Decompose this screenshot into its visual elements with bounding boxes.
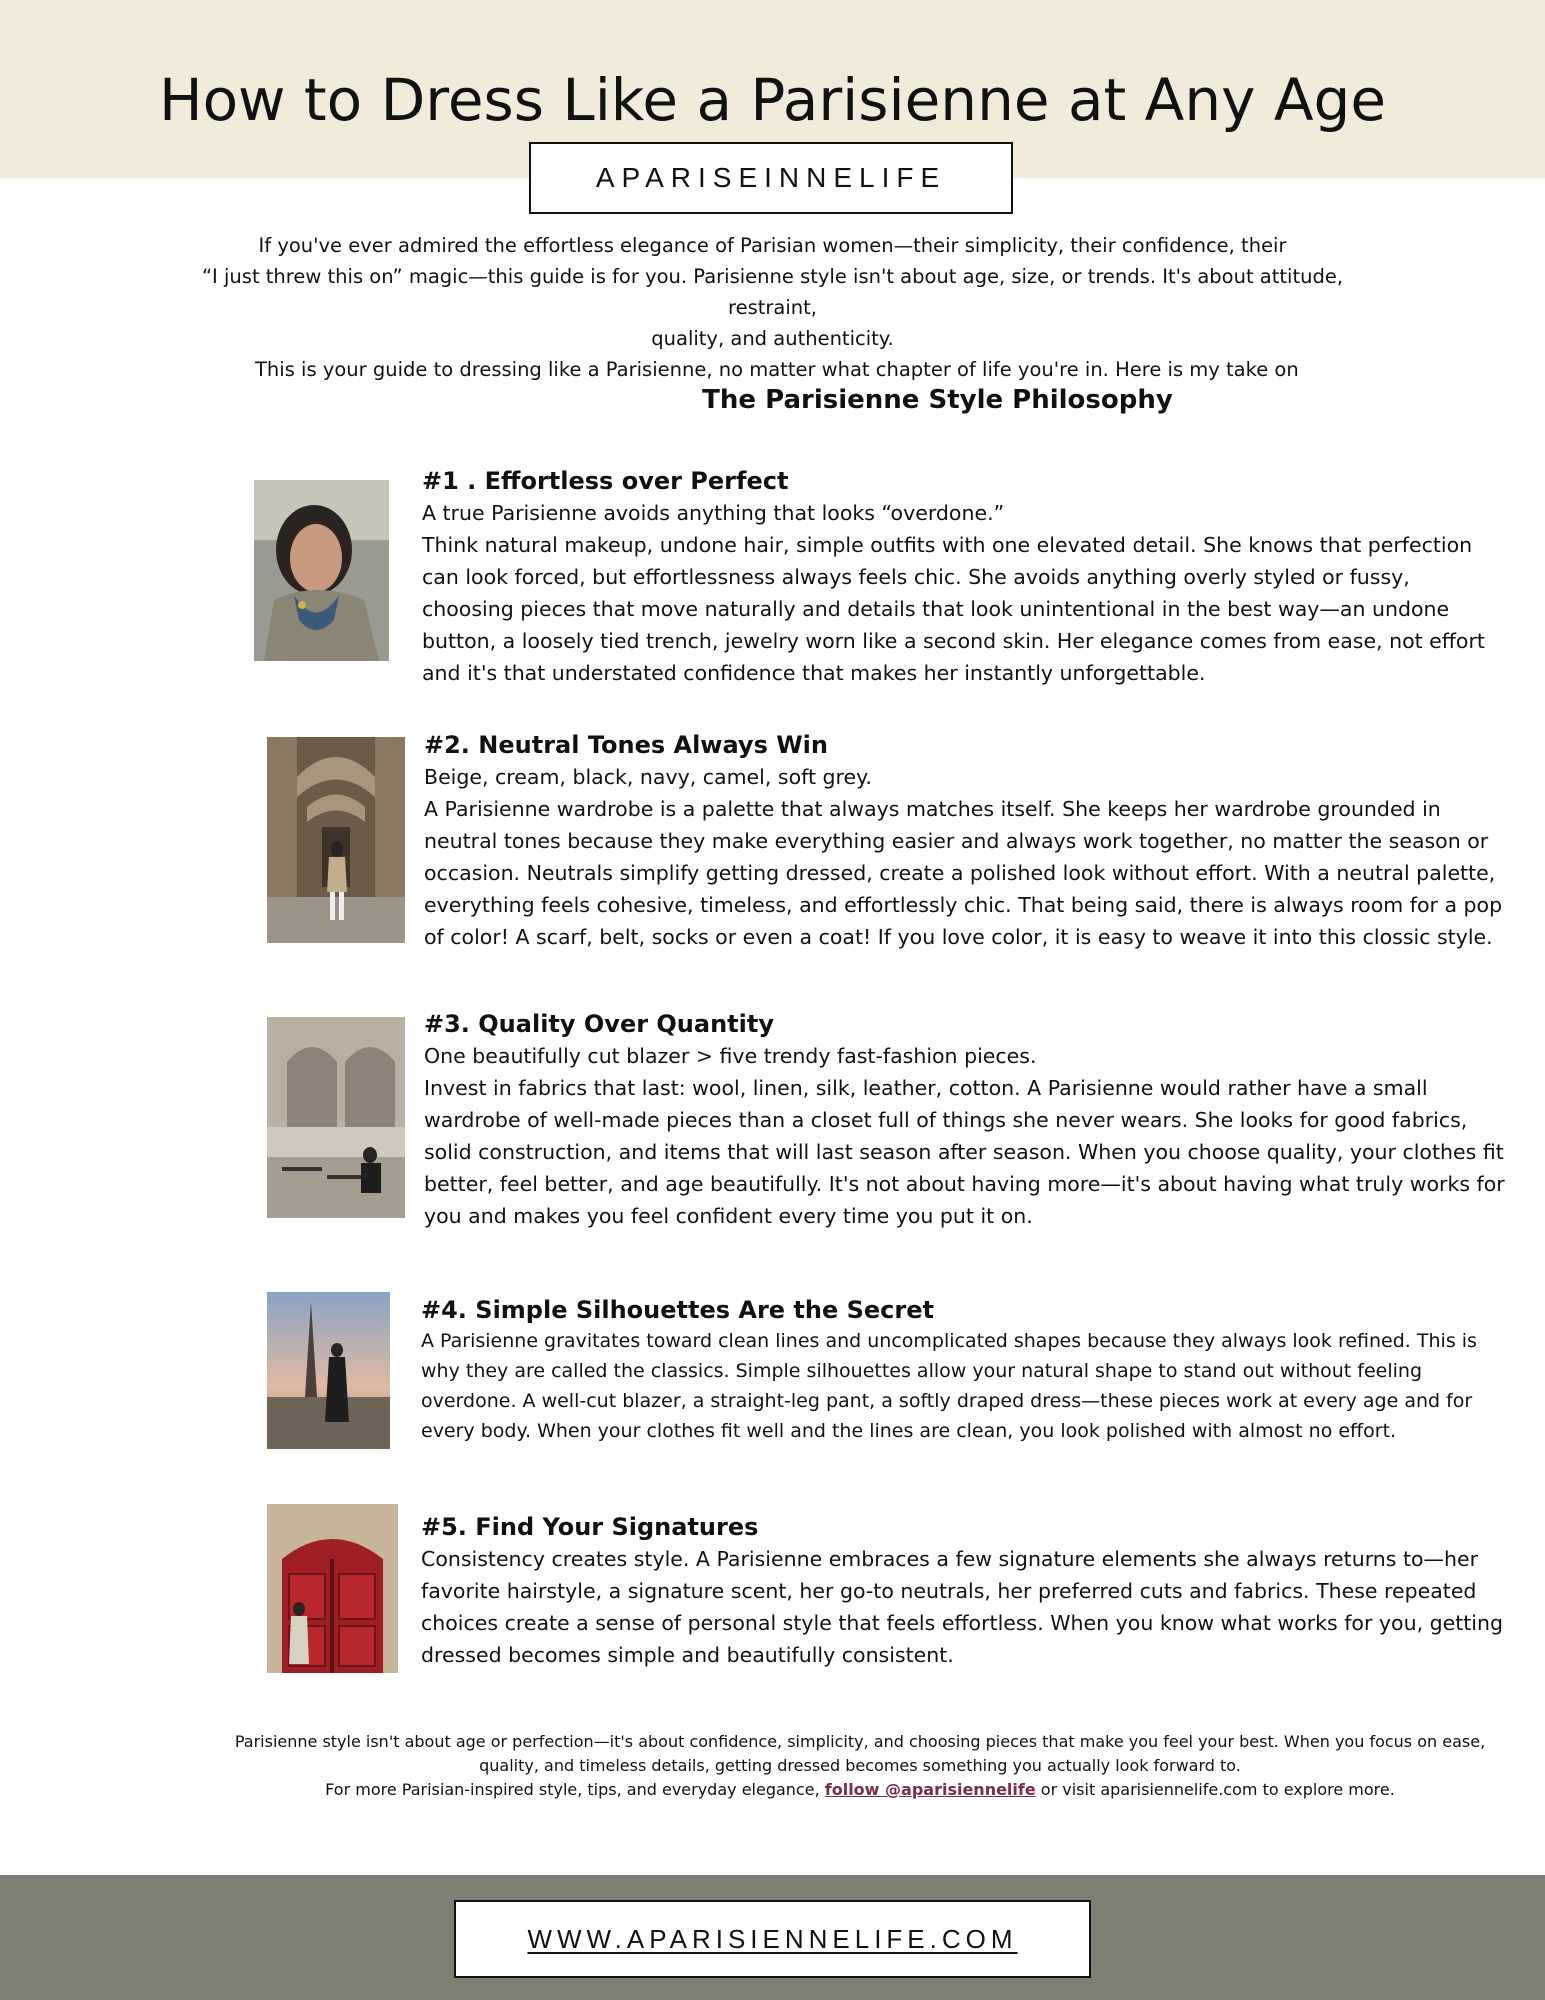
cafe-photo bbox=[267, 1017, 405, 1218]
closing-line: Parisienne style isn't about age or perfection—it's about confidence, simplicity, and choosing pieces that make you feel your best. When you focus on ease, quality, and timeless details, getting dressed becomes something you actually look forward to. bbox=[234, 1732, 1486, 1775]
section-lead: A true Parisienne avoids anything that looks “overdone.” bbox=[422, 501, 1005, 525]
section-4 bbox=[421, 1294, 1481, 1446]
philosophy-heading: The Parisienne Style Philosophy bbox=[702, 385, 1173, 415]
website-link[interactable]: WWW.APARISIENNELIFE.COM bbox=[527, 1924, 1018, 1954]
eiffel-tower-photo bbox=[267, 1292, 390, 1449]
footer-box bbox=[454, 1900, 1091, 1978]
section-body: Think natural makeup, undone hair, simple outfits with one elevated detail. She knows that perfection can look forced, but effortlessness always feels chic. She avoids anything overly styled or fussy, choosing pieces that move naturally and details that look unintentional in the best way—an undone button, a loosely tied trench, jewelry worn like a second skin. Her elegance comes from ease, not effort and it's that understated confidence that makes her instantly unforgettable. bbox=[422, 533, 1485, 685]
arcade-photo bbox=[267, 737, 405, 943]
closing-line-2 bbox=[210, 1778, 1510, 1802]
closing-text: or visit aparisiennelife.com to explore more. bbox=[1035, 1780, 1395, 1799]
intro-line: quality, and authenticity. bbox=[651, 327, 894, 350]
section-body: A Parisienne gravitates toward clean lines and uncomplicated shapes because they always look refined. This is why they are called the classics. Simple silhouettes allow your natural shape to stand out without feeling overdone. A well-cut blazer, a straight-leg pant, a softly draped dress—these pieces work at every age and for every body. When your clothes fit well and the lines are clean, you look polished with almost no effort. bbox=[421, 1330, 1477, 1442]
section-2 bbox=[424, 729, 1514, 953]
red-door-photo bbox=[267, 1504, 398, 1673]
section-3 bbox=[424, 1008, 1514, 1232]
brand-box: APARISEINNELIFE bbox=[529, 142, 1013, 214]
intro-line: This is your guide to dressing like a Parisienne, no matter what chapter of life you're in. Here is my take on bbox=[255, 358, 1299, 381]
intro-line: If you've ever admired the effortless elegance of Parisian women—their simplicity, their confidence, their bbox=[258, 234, 1287, 257]
closing-paragraph bbox=[210, 1730, 1510, 1802]
follow-link[interactable]: follow @aparisiennelife bbox=[824, 1780, 1036, 1799]
portrait-photo bbox=[254, 480, 389, 661]
section-title: #1 . Effortless over Perfect bbox=[422, 467, 789, 495]
section-lead: Beige, cream, black, navy, camel, soft grey. bbox=[424, 765, 872, 789]
intro-line: “I just threw this on” magic—this guide is for you. Parisienne style isn't about age, size, or trends. It's about attitude, restraint, bbox=[201, 265, 1344, 319]
section-5 bbox=[421, 1511, 1511, 1671]
section-title: #5. Find Your Signatures bbox=[421, 1513, 759, 1541]
section-body: Invest in fabrics that last: wool, linen, silk, leather, cotton. A Parisienne would rather have a small wardrobe of well-made pieces than a closet full of things she never wears. She looks for good fabrics, solid construction, and items that will last season after season. When you choose quality, your clothes fit better, feel better, and age beautifully. It's not about having more—it's about having what truly works for you and makes you feel confident every time you put it on. bbox=[424, 1076, 1505, 1228]
section-1 bbox=[422, 465, 1502, 689]
section-title: #2. Neutral Tones Always Win bbox=[424, 731, 828, 759]
section-lead: One beautifully cut blazer > five trendy fast-fashion pieces. bbox=[424, 1044, 1037, 1068]
section-title: #3. Quality Over Quantity bbox=[424, 1010, 774, 1038]
closing-text: For more Parisian-inspired style, tips, and everyday elegance, bbox=[325, 1780, 825, 1799]
intro-paragraph bbox=[200, 230, 1345, 385]
page-title: How to Dress Like a Parisienne at Any Age bbox=[158, 66, 1387, 134]
section-body: Consistency creates style. A Parisienne embraces a few signature elements she always returns to—her favorite hairstyle, a signature scent, her go-to neutrals, her preferred cuts and fabrics. These repeated choices create a sense of personal style that feels effortless. When you know what works for you, getting dressed becomes simple and beautifully consistent. bbox=[421, 1547, 1504, 1667]
section-title: #4. Simple Silhouettes Are the Secret bbox=[421, 1296, 934, 1324]
section-body: A Parisienne wardrobe is a palette that always matches itself. She keeps her wardrobe grounded in neutral tones because they make everything easier and always work together, no matter the season or occasion. Neutrals simplify getting dressed, create a polished look without effort. With a neutral palette, everything feels cohesive, timeless, and effortlessly chic. That being said, there is always room for a pop of color! A scarf, belt, socks or even a coat! If you love color, it is easy to weave it into this clossic style. bbox=[424, 797, 1503, 949]
